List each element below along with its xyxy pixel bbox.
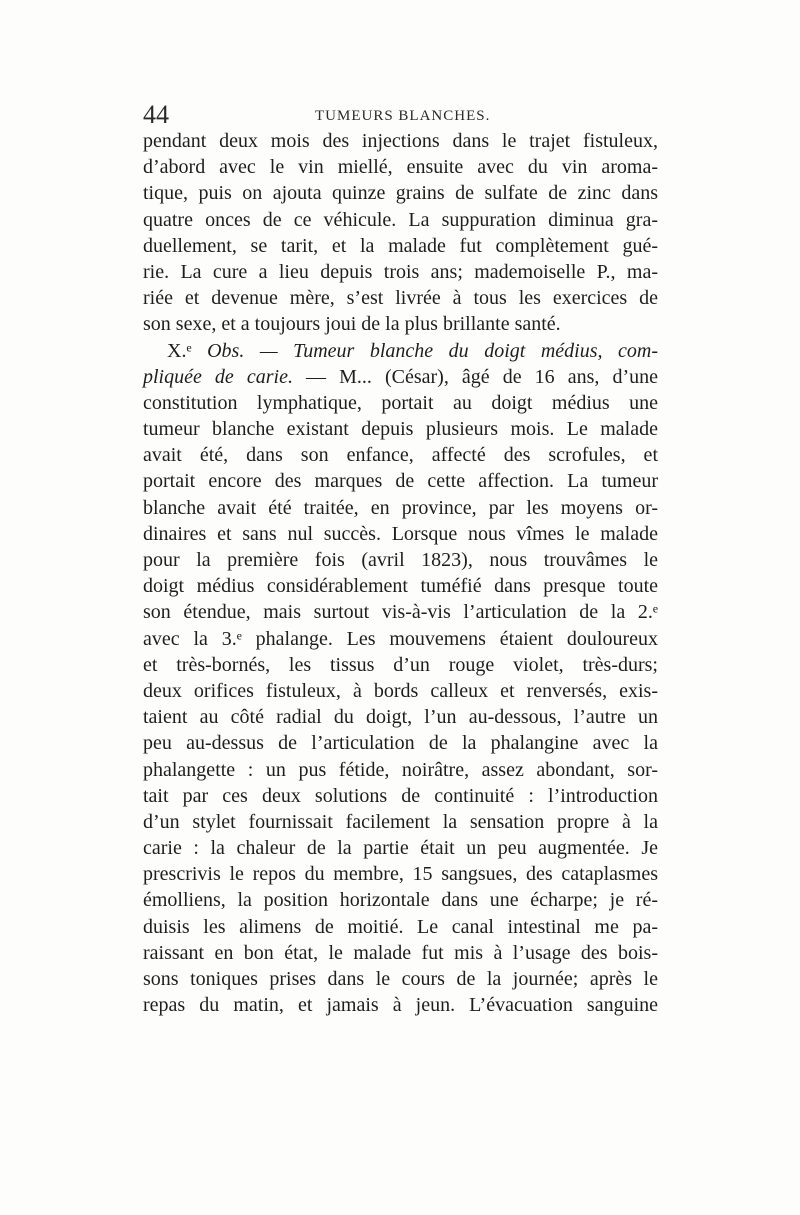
text-line: taient au côté radial du doigt, l’un au-dessous, l’autre un	[143, 706, 658, 729]
text-line: dinaires et sans nul succès. Lorsque nous vîmes le malade	[143, 522, 658, 545]
text-line: d’abord avec le vin miellé, ensuite avec du vin aroma-	[143, 156, 658, 179]
text-line: duisis les alimens de moitié. Le canal intestinal me pa-	[143, 915, 658, 938]
text-line: pendant deux mois des injections dans le trajet fistuleux,	[143, 130, 658, 152]
text-line: constitution lymphatique, portait au doigt médius une	[143, 391, 658, 414]
text-line: prescrivis le repos du membre, 15 sangsues, des cataplasmes	[143, 863, 658, 886]
text-line: tumeur blanche existant depuis plusieurs mois. Le malade	[143, 418, 658, 441]
text-line: quatre onces de ce véhicule. La suppuration diminua gra-	[143, 208, 658, 231]
text-line: deux orifices fistuleux, à bords calleux et renversés, exis-	[143, 679, 658, 702]
text-line: peu au-dessus de l’articulation de la phalangine avec la	[143, 732, 658, 755]
italic-run: pliquée de carie.	[143, 365, 293, 388]
text-line: tait par ces deux solutions de continuité : l’introduction	[143, 784, 658, 807]
italic-run: Obs. — Tumeur blanche du doigt médius, com-	[207, 339, 658, 362]
text-line: riée et devenue mère, s’est livrée à tous les exercices de	[143, 287, 658, 310]
page-number: 44	[143, 100, 169, 129]
text-line: carie : la chaleur de la partie était un peu augmentée. Je	[143, 837, 658, 860]
text-line: son sexe, et a toujours joui de la plus brillante santé.	[143, 313, 561, 336]
text-line: doigt médius considérablement tuméfié dans presque toute	[143, 575, 658, 598]
text-line: son étendue, mais surtout vis-à-vis l’articulation de la 2.ᵉ	[143, 601, 658, 624]
text-line: avec la 3.ᵉ phalange. Les mouvemens étaient douloureux	[143, 627, 658, 650]
text-line: raissant en bon état, le malade fut mis à l’usage des bois-	[143, 941, 658, 964]
text-line: d’un stylet fournissait facilement la sensation propre à la	[143, 810, 658, 833]
body-text	[143, 128, 658, 1018]
text-line: sons toniques prises dans le cours de la journée; après le	[143, 968, 658, 990]
text-line: duellement, se tarit, et la malade fut complètement gué-	[143, 234, 658, 257]
text-line: portait encore des marques de cette affection. La tumeur	[143, 470, 658, 493]
text-line: avait été, dans son enfance, affecté des scrofules, et	[143, 444, 658, 467]
text-line: repas du matin, et jamais à jeun. L’évacuation sanguine	[143, 994, 658, 1017]
text-line: phalangette : un pus fétide, noirâtre, assez abondant, sor-	[143, 758, 658, 781]
text-line: tique, puis on ajouta quinze grains de sulfate de zinc dans	[143, 182, 658, 205]
page-header	[143, 100, 658, 130]
text-line: blanche avait été traitée, en province, par les moyens or-	[143, 496, 658, 519]
text-line: pliquée de carie. — M... (César), âgé de 16 ans, d’une	[143, 365, 659, 388]
observation-heading-line: X.ᵉ Obs. — Tumeur blanche du doigt médius, com-	[167, 339, 658, 362]
text-line: émolliens, la position horizontale dans une écharpe; je ré-	[143, 889, 658, 912]
text-line: pour la première fois (avril 1823), nous trouvâmes le	[143, 549, 658, 571]
text-line: rie. La cure a lieu depuis trois ans; mademoiselle P., ma-	[143, 260, 658, 283]
running-head: TUMEURS BLANCHES.	[315, 108, 491, 124]
text-line: et très-bornés, les tissus d’un rouge violet, très-durs;	[143, 653, 658, 676]
